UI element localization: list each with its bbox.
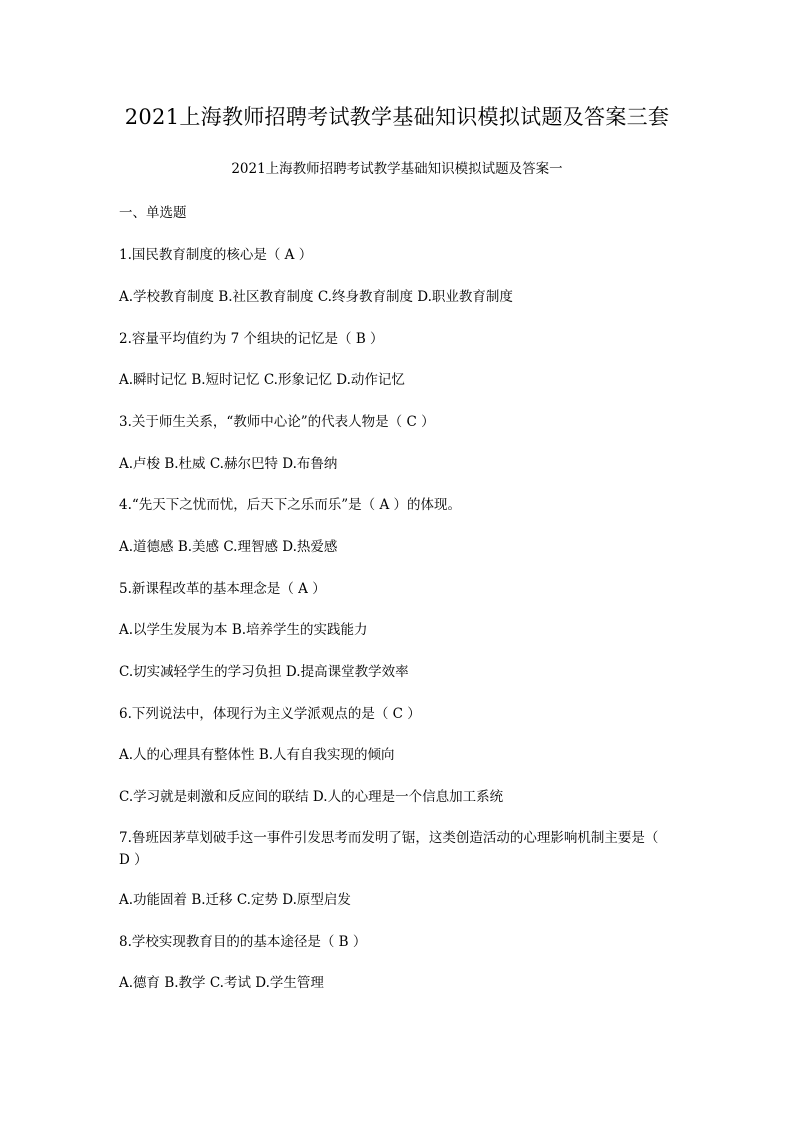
question-2-stem: 2.容量平均值约为 7 个组块的记忆是（ B ） <box>119 331 384 347</box>
question-8-stem: 8.学校实现教育目的的基本途径是（ B ） <box>119 934 367 950</box>
question-6-stem: 6.下列说法中，体现行为主义学派观点的是（ C ） <box>119 706 421 722</box>
document-title: 2021上海教师招聘考试教学基础知识模拟试题及答案三套 <box>124 105 670 129</box>
question-7-options: A.功能固着 B.迁移 C.定势 D.原型启发 <box>119 892 351 908</box>
question-5-stem: 5.新课程改革的基本理念是（ A ） <box>119 581 326 597</box>
section-heading: 一、单选题 <box>119 205 187 221</box>
question-1-options: A.学校教育制度 B.社区教育制度 C.终身教育制度 D.职业教育制度 <box>119 289 513 305</box>
document-subtitle: 2021上海教师招聘考试教学基础知识模拟试题及答案一 <box>231 161 563 177</box>
question-7-stem-continued: D ） <box>119 852 148 868</box>
question-3-options: A.卢梭 B.杜威 C.赫尔巴特 D.布鲁纳 <box>119 456 338 472</box>
question-6-options-line-2: C.学习就是刺激和反应间的联结 D.人的心理是一个信息加工系统 <box>119 789 504 805</box>
question-4-options: A.道德感 B.美感 C.理智感 D.热爱感 <box>119 539 338 555</box>
question-6-options-line-1: A.人的心理具有整体性 B.人有自我实现的倾向 <box>119 747 395 763</box>
question-8-options: A.德育 B.教学 C.考试 D.学生管理 <box>119 975 324 991</box>
question-3-stem: 3.关于师生关系，“教师中心论”的代表人物是（ C ） <box>119 414 435 430</box>
question-2-options: A.瞬时记忆 B.短时记忆 C.形象记忆 D.动作记忆 <box>119 372 405 388</box>
question-7-stem: 7.鲁班因茅草划破手这一事件引发思考而发明了锯，这类创造活动的心理影响机制主要是（ <box>119 830 659 846</box>
question-1-stem: 1.国民教育制度的核心是（ A ） <box>119 247 313 263</box>
question-5-options-line-2: C.切实减轻学生的学习负担 D.提高课堂教学效率 <box>119 664 409 680</box>
question-5-options-line-1: A.以学生发展为本 B.培养学生的实践能力 <box>119 622 368 638</box>
question-4-stem: 4.“先天下之忧而忧，后天下之乐而乐”是（ A ）的体现。 <box>119 497 462 513</box>
